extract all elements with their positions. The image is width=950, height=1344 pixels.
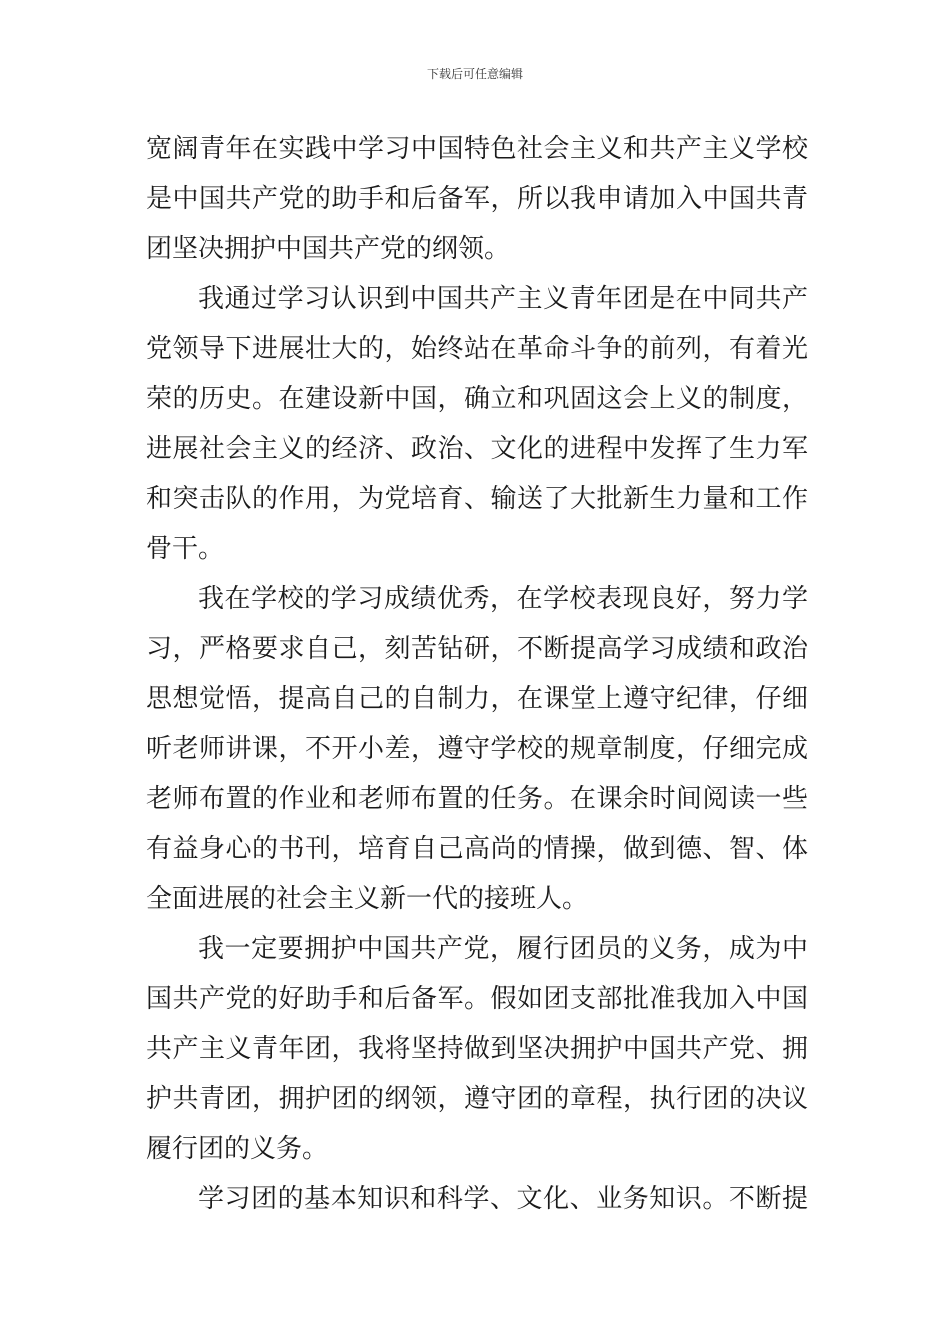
text-line: 履行团的义务。 xyxy=(146,1134,329,1164)
text-line: 荣的历史。在建设新中国，确立和巩固这会上义的制度， xyxy=(146,384,808,414)
paragraph-2 xyxy=(146,274,808,574)
text-line: 是中国共产党的助手和后备军，所以我申请加入中国共青 xyxy=(146,184,808,214)
text-line: 习，严格要求自己，刻苦钻研，不断提高学习成绩和政治 xyxy=(146,634,808,664)
paragraph-3 xyxy=(146,574,808,924)
paragraph-4 xyxy=(146,924,808,1174)
paragraph-1 xyxy=(146,124,808,274)
text-line: 和突击队的作用，为党培育、输送了大批新生力量和工作 xyxy=(146,484,808,514)
text-line: 国共产党的好助手和后备军。假如团支部批准我加入中国 xyxy=(146,984,808,1014)
text-line: 我一定要拥护中国共产党，履行团员的义务，成为中 xyxy=(198,934,808,964)
text-line: 共产主义青年团，我将坚持做到坚决拥护中国共产党、拥 xyxy=(146,1034,808,1064)
text-line: 骨干。 xyxy=(146,534,225,564)
text-line: 老师布置的作业和老师布置的任务。在课余时间阅读一些 xyxy=(146,784,808,814)
text-line: 我在学校的学习成绩优秀，在学校表现良好，努力学 xyxy=(198,584,808,614)
text-line: 全面进展的社会主义新一代的接班人。 xyxy=(146,884,589,914)
text-line: 有益身心的书刊，培育自己高尚的情操，做到德、智、体 xyxy=(146,834,808,864)
text-line: 学习团的基本知识和科学、文化、业务知识。不断提 xyxy=(198,1184,808,1214)
text-line: 护共青团，拥护团的纲领，遵守团的章程，执行团的决议 xyxy=(146,1084,808,1114)
text-line: 我通过学习认识到中国共产主义青年团是在中同共产 xyxy=(198,284,808,314)
text-line: 党领导下进展壮大的，始终站在革命斗争的前列，有着光 xyxy=(146,334,808,364)
text-line: 宽阔青年在实践中学习中国特色社会主义和共产主义学校 xyxy=(146,134,808,164)
paragraph-5 xyxy=(146,1174,808,1224)
text-line: 进展社会主义的经济、政治、文化的进程中发挥了生力军 xyxy=(146,434,808,464)
text-line: 听老师讲课，不开小差，遵守学校的规章制度，仔细完成 xyxy=(146,734,808,764)
text-line: 团坚决拥护中国共产党的纲领。 xyxy=(146,234,511,264)
document-body xyxy=(146,124,808,1224)
text-line: 思想觉悟，提高自己的自制力，在课堂上遵守纪律，仔细 xyxy=(146,684,808,714)
page-header: 下载后可任意编辑 xyxy=(426,67,523,81)
